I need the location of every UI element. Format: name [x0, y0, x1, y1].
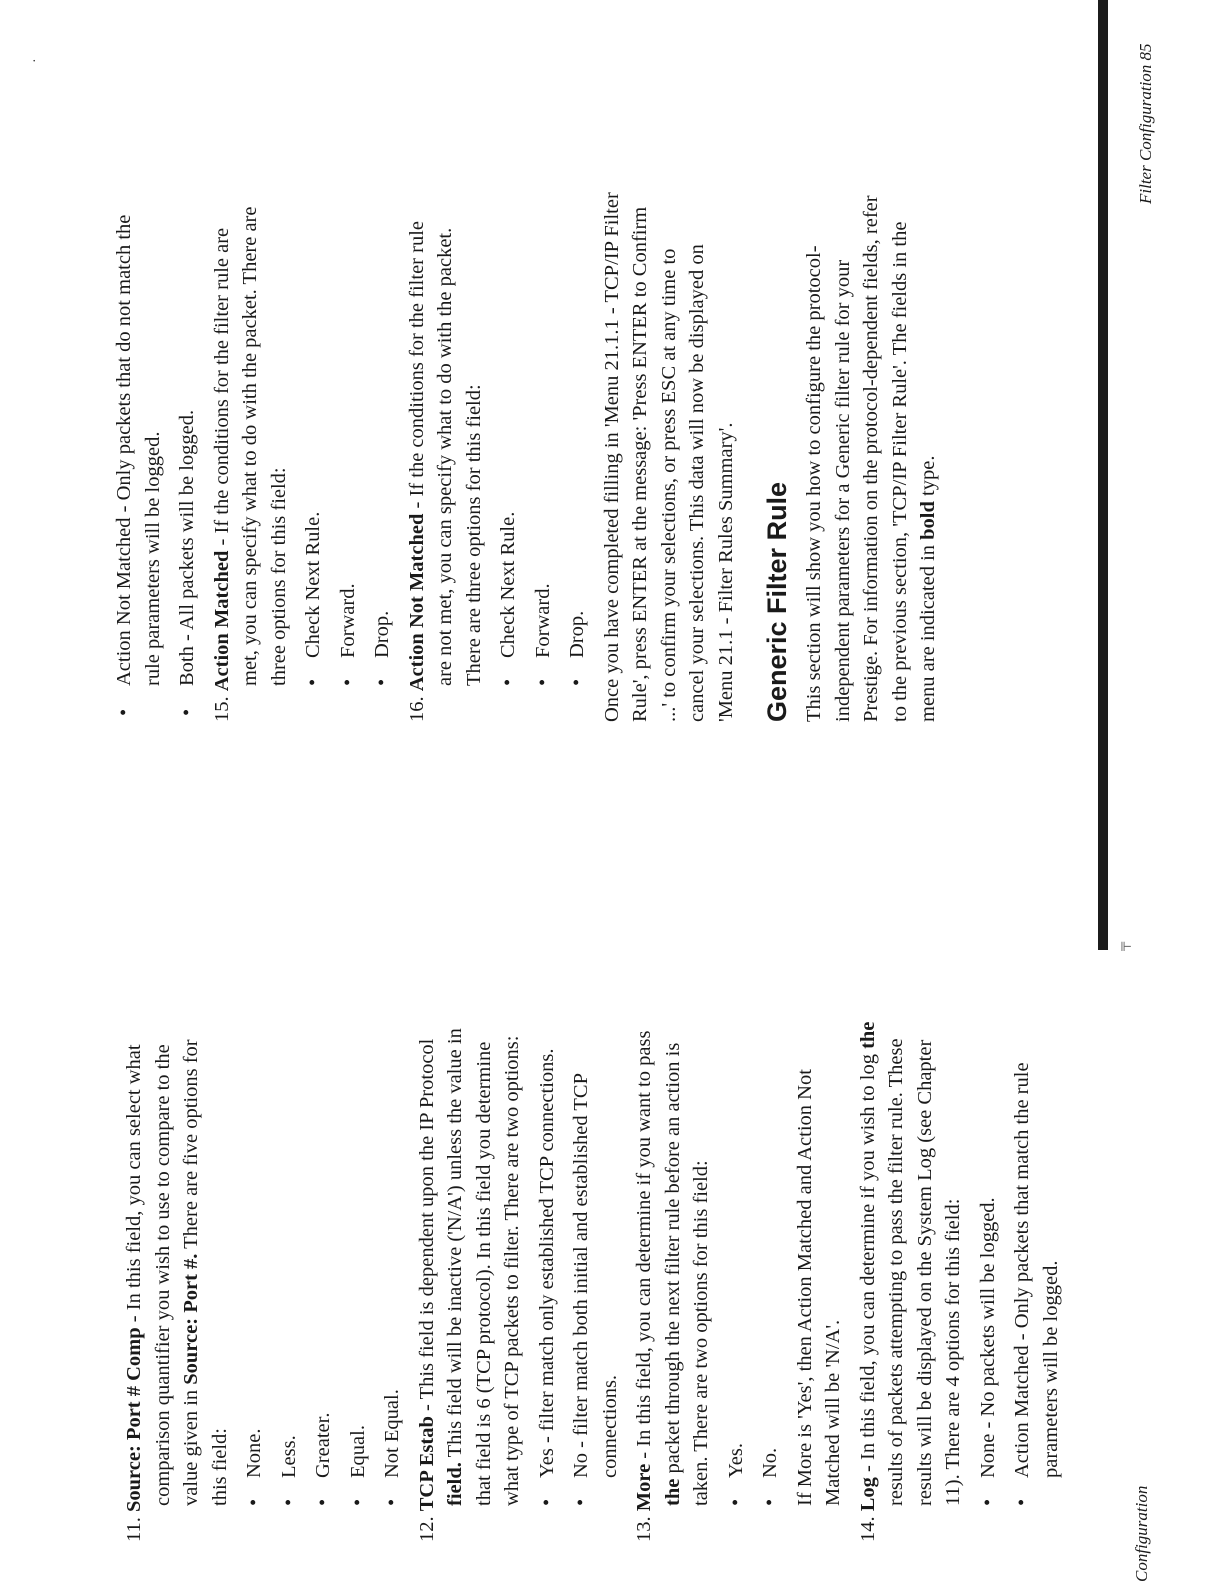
- item-text: - In this field, you can determine if you want to pass: [633, 1030, 655, 1464]
- right-items: [110, 192, 740, 722]
- bullet-item: • No - filter match both initial and established TCP connections.: [567, 1012, 624, 1542]
- field-name: More: [633, 1463, 655, 1512]
- field-name: Action Not Matched: [405, 513, 428, 692]
- right-footer: Filter Configuration 85: [1136, 43, 1155, 204]
- bullet-item: • Less.: [275, 1012, 304, 1542]
- numbered-item: [413, 1012, 527, 1542]
- field-name: Action Matched: [210, 550, 233, 692]
- item-number: 14.: [856, 1511, 879, 1542]
- numbered-item: [120, 1012, 234, 1542]
- numbered-item: [854, 1012, 968, 1542]
- item-text-cont: packet through the next filter rule before an action is taken. There are two options for this field:: [661, 1042, 712, 1506]
- numbered-item: [208, 192, 294, 722]
- numbered-item: [630, 1012, 716, 1542]
- item-text-cont: This field will be inactive ('N/A') unless the value in that field is 6 (TCP protocol). In this field you determine what type of TCP packets to filter. There are two options:: [444, 1028, 523, 1506]
- bullet-item: • Action Not Matched - Only packets that do not match the rule parameters will be logged.: [110, 192, 167, 722]
- right-column-content: [110, 192, 949, 722]
- left-footer: Configuration: [1132, 1485, 1151, 1582]
- bullet-item: • Drop.: [563, 192, 592, 722]
- bullet-item: • Check Next Rule.: [494, 192, 523, 722]
- bullet-item: • Equal.: [344, 1012, 373, 1542]
- item-number: 16.: [405, 691, 428, 722]
- item-number: 12.: [415, 1511, 438, 1542]
- section-heading: Generic Filter Rule: [762, 481, 792, 722]
- bullet-item: • Forward.: [529, 192, 558, 722]
- item-text: - In this field, you can select what comparison quantifier you wish to use to compare to the value given in: [123, 1044, 202, 1506]
- item-text: - In this field, you can determine if you wish to log: [856, 1048, 879, 1478]
- bullet-item: • Greater.: [309, 1012, 338, 1542]
- field-ref: the: [661, 1478, 684, 1506]
- bullet-item: • Yes.: [722, 1012, 751, 1542]
- bullet-item: • Not Equal.: [378, 1012, 407, 1542]
- note-paragraph: If More is 'Yes', then Action Matched and Action Not Matched will be 'N/A'.: [793, 1069, 844, 1506]
- intro-text-2: type.: [917, 455, 939, 502]
- intro-text-1: This section will show you how to configure the protocol-independent parameters for a Generic filter rule for your Prestige. For information on the protocol-dependent fields, refer to the previous section, 'TCP/IP Filter Rule'. The fields in the menu are indicated in: [803, 195, 939, 722]
- field-name: Log: [856, 1477, 879, 1512]
- item-text: - If the conditions for the filter rule are met, you can specify what to do with the packet. There are three options for this field:: [210, 206, 290, 686]
- bullet-item: • Action Matched - Only packets that match the rule parameters will be logged.: [1008, 1012, 1065, 1542]
- bullet-item: • None.: [240, 1012, 269, 1542]
- item-number: 15.: [210, 691, 233, 722]
- numbered-item: [403, 192, 489, 722]
- scan-mark: ╤: [1115, 941, 1130, 951]
- bullet-item: • None - No packets will be logged.: [974, 1012, 1003, 1542]
- item-number: 13.: [633, 1511, 655, 1542]
- bullet-item: • Drop.: [368, 192, 397, 722]
- item-text: - If the conditions for the filter rule are not met, you can specify what to do with the packet. There are three options for this field:: [405, 221, 485, 686]
- bullet-item: • Forward.: [334, 192, 363, 722]
- item-text-cont: There are five options for this field:: [180, 1039, 231, 1506]
- body-paragraph: Once you have completed filling in 'Menu 21.1.1 - TCP/IP Filter Rule', press ENTER at the message: 'Press ENTER to Confirm ...' to confirm your selections, or press ESC at any time to cancel your selections. This data will now be displayed on 'Menu 21.1 - Filter Rules Summary'.: [600, 192, 737, 722]
- bullet-item: • No.: [756, 1012, 785, 1542]
- left-column-content: [120, 1012, 1071, 1542]
- field-name: Source: Port # Comp: [123, 1327, 145, 1512]
- item-number: 11.: [123, 1512, 145, 1542]
- item-text: - This field is dependent upon the IP Protocol: [415, 1038, 438, 1417]
- bullet-item: • Check Next Rule.: [299, 192, 328, 722]
- scan-noise: ·: [28, 58, 43, 63]
- item-text-cont: results of packets attempting to pass the filter rule. These results will be displayed on the System Log (see Chapter 11). There are 4 options for this field:: [885, 1038, 964, 1506]
- field-ref: the: [856, 1021, 879, 1049]
- field-ref: Source: Port #.: [180, 1253, 202, 1385]
- section-intro: [800, 192, 943, 722]
- field-ref: field.: [444, 1462, 466, 1506]
- bullet-item: • Yes - filter match only established TCP connections.: [533, 1012, 562, 1542]
- field-name: TCP Estab: [415, 1416, 438, 1512]
- bullet-item: • Both - All packets will be logged.: [173, 192, 202, 722]
- intro-bold: bold: [917, 501, 939, 540]
- page-divider-bar: [1098, 0, 1108, 950]
